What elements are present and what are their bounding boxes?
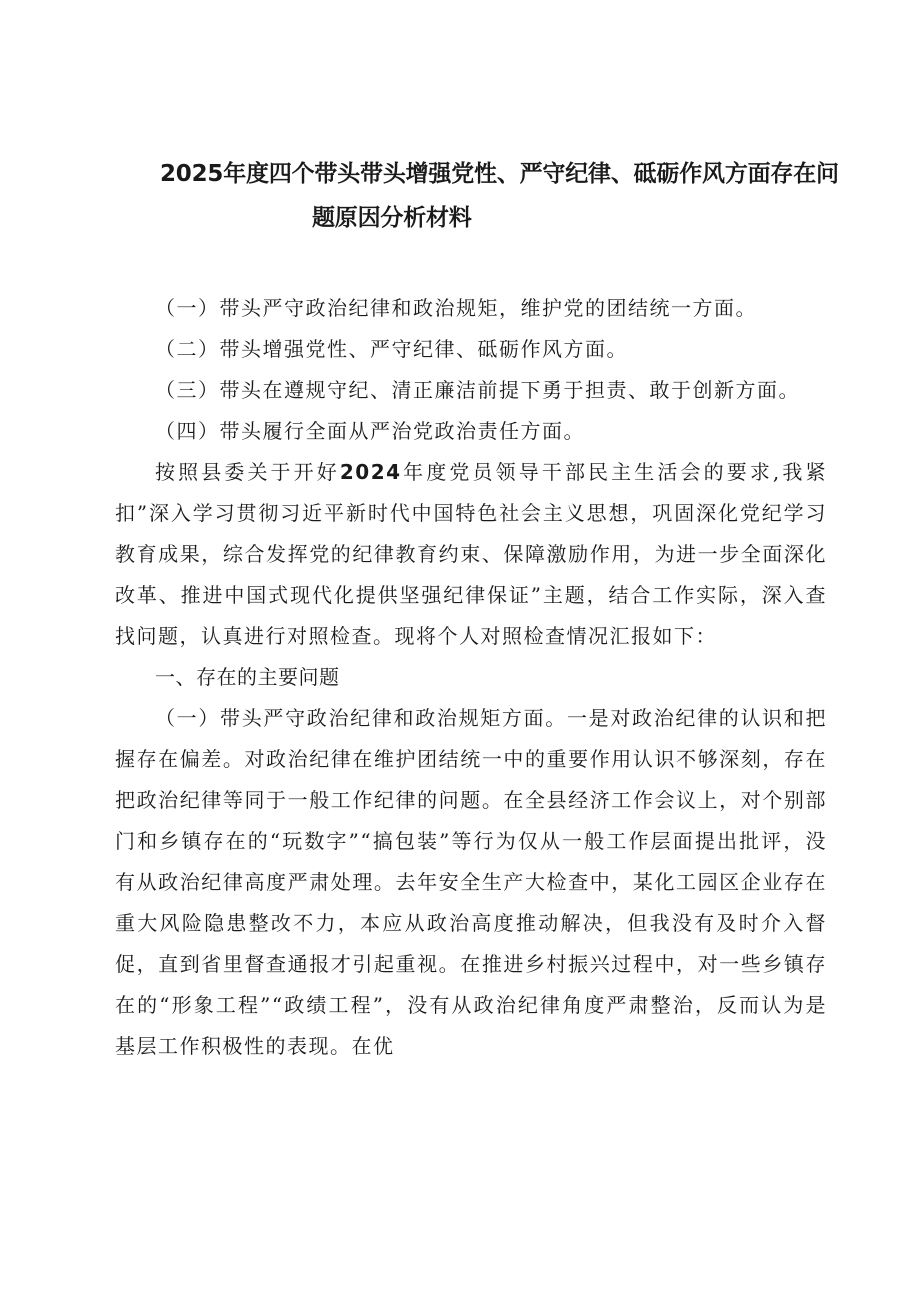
intro-after-year: 年度党员领导干部民主生活会的要求,我紧扣”深入学习贯彻习近平新时代中国特色社会主义思想，巩固深化党纪学习教育成果，综合发挥党的纪律教育约束、保障激励作用，为进一步全面深化改革、推进中国式现代化提供坚强纪律保证”主题，结合工作实际，深入查找问题，认真进行对照检查。现将个人对照检查情况汇报如下： [115, 460, 828, 648]
title-line-2: 题原因分析材料 [312, 205, 472, 231]
intro-year: 2024 [339, 460, 402, 484]
document-body [115, 288, 827, 1067]
intro-before-year: 按照县委关于开好 [155, 460, 340, 484]
section-heading: 一、存在的主要问题 [155, 665, 340, 689]
section-paragraph: （一）带头严守政治纪律和政治规矩方面。一是对政治纪律的认识和把握存在偏差。对政治纪律在维护团结统一中的重要作用认识不够深刻，存在把政治纪律等同于一般工作纪律的问题。在全县经济工作会议上，对个别部门和乡镇存在的“玩数字”“搞包装”等行为仅从一般工作层面提出批评，没有从政治纪律高度严肃处理。去年安全生产大检查中，某化工园区企业存在重大风险隐患整改不力，本应从政治高度推动解决，但我没有及时介入督促，直到省里督查通报才引起重视。在推进乡村振兴过程中，对一些乡镇存在的“形象工程”“政绩工程”，没有从政治纪律角度严肃整治，反而认为是基层工作积极性的表现。在优 [115, 706, 827, 1058]
intro-paragraph [115, 452, 827, 657]
item-1: （一）带头严守政治纪律和政治规矩，维护党的团结统一方面。 [155, 296, 757, 320]
item-4: （四）带头履行全面从严治党政治责任方面。 [155, 419, 585, 443]
document-title [160, 152, 850, 240]
item-2: （二）带头增强党性、严守纪律、砥砺作风方面。 [155, 337, 628, 361]
item-3: （三）带头在遵规守纪、清正廉洁前提下勇于担责、敢于创新方面。 [155, 378, 800, 402]
title-line-1: 2025年度四个带头带头增强党性、严守纪律、砥砺作风方面存在问 [160, 161, 839, 187]
